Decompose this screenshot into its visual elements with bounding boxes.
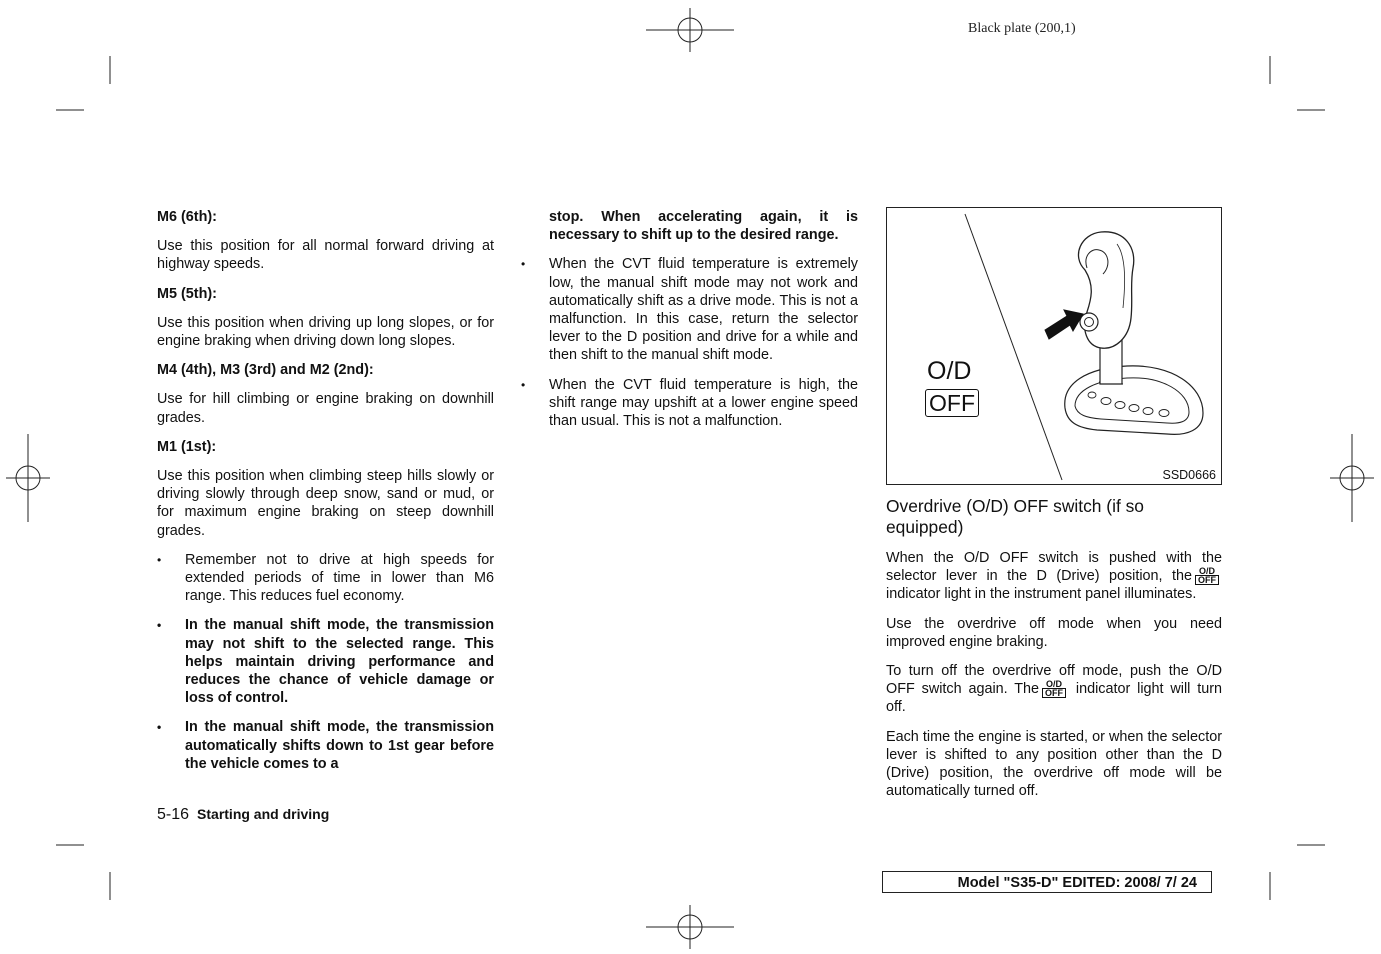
page-number: 5-16 [157, 806, 190, 823]
od-p3-start: To turn off the overdrive off mode, push the O/D OFF switch again. The [886, 663, 1222, 698]
section-name: Starting and driving [197, 806, 330, 822]
m1-heading: M1 (1st): [157, 438, 217, 455]
list-item-text: When the CVT fluid temperature is extremely low, the manual shift mode may not work and automatically shift as a drive mode. This is not a malfunction. In this case, return the selector lever to the D position and drive for a while and then shift to the manual shift mode. [549, 256, 858, 364]
col1-bullet-list [157, 551, 494, 773]
m5-heading: M5 (5th): [157, 285, 217, 302]
od-off-indicator-icon [1042, 680, 1066, 698]
col2-bullet-list [521, 255, 858, 430]
list-item-text: Remember not to drive at high speeds for extended periods of time in lower than M6 range. This reduces fuel economy. [185, 551, 494, 605]
model-edited-box: Model "S35-D" EDITED: 2008/ 7/ 24 [882, 871, 1212, 893]
plate-label: Black plate (200,1) [968, 21, 1076, 36]
column-3 [886, 496, 1222, 811]
od-p1-start: When the O/D OFF switch is pushed with the selector lever in the D (Drive) position, the [886, 550, 1222, 585]
od-paragraph-4: Each time the engine is started, or when the selector lever is shifted to any position other than the D (Drive) position, the overdrive off mode will be automatically turned off. [886, 728, 1222, 800]
od-icon-bottom: OFF [1042, 688, 1066, 698]
figure-code: SSD0666 [1162, 468, 1216, 482]
list-item-text: In the manual shift mode, the transmission may not shift to the selected range. This helps maintain driving performance and reduces the chance of vehicle damage or loss of control. [185, 617, 494, 707]
m1-text: Use this position when climbing steep hills slowly or driving slowly through deep snow, sand or mud, or for maximum engine braking on steep downhill grades. [157, 468, 494, 539]
od-p3-end: indicator light will turn off. [886, 681, 1223, 716]
off-label: OFF [925, 389, 979, 417]
od-p1-end: indicator light in the instrument panel illuminates. [886, 586, 1197, 603]
list-item [157, 616, 494, 707]
continued-text: stop. When accelerating again, it is necessary to shift up to the desired range. [549, 209, 858, 244]
list-item [521, 376, 858, 431]
m5-text: Use this position when driving up long slopes, or for engine braking when driving down long slopes. [157, 314, 494, 350]
bullet-icon: • [157, 720, 162, 735]
bullet-icon: • [157, 552, 162, 567]
shift-lever-illustration [887, 208, 1221, 484]
m4-heading: M4 (4th), M3 (3rd) and M2 (2nd): [157, 362, 374, 379]
list-item-text: When the CVT fluid temperature is high, the shift range may upshift at a lower engine speed than usual. This is not a malfunction. [549, 376, 858, 430]
od-paragraph-1 [886, 549, 1222, 604]
list-item [157, 718, 494, 773]
list-item [521, 255, 858, 364]
column-2 [521, 208, 858, 441]
od-icon-top: O/D [1198, 566, 1215, 577]
bullet-icon: • [157, 618, 162, 633]
od-off-figure [886, 207, 1222, 485]
m4-text: Use for hill climbing or engine braking on downhill grades. [157, 391, 494, 426]
od-icon-bottom: OFF [1195, 575, 1219, 585]
page-footer [157, 806, 329, 824]
od-label: O/D [927, 357, 972, 385]
m6-text: Use this position for all normal forward driving at highway speeds. [157, 238, 494, 273]
list-item [157, 551, 494, 606]
od-off-indicator-icon [1195, 567, 1219, 585]
od-paragraph-2: Use the overdrive off mode when you need improved engine braking. [886, 615, 1222, 650]
list-item-text: In the manual shift mode, the transmission automatically shifts down to 1st gear before the vehicle comes to a [185, 719, 494, 772]
od-icon-top: O/D [1046, 679, 1063, 690]
od-paragraph-3 [886, 662, 1222, 717]
column-1 [157, 208, 494, 784]
m6-heading: M6 (6th): [157, 209, 217, 225]
section-title: Overdrive (O/D) OFF switch (if so equipped) [886, 496, 1144, 537]
bullet-icon: • [521, 257, 526, 272]
bullet-icon: • [521, 377, 526, 392]
